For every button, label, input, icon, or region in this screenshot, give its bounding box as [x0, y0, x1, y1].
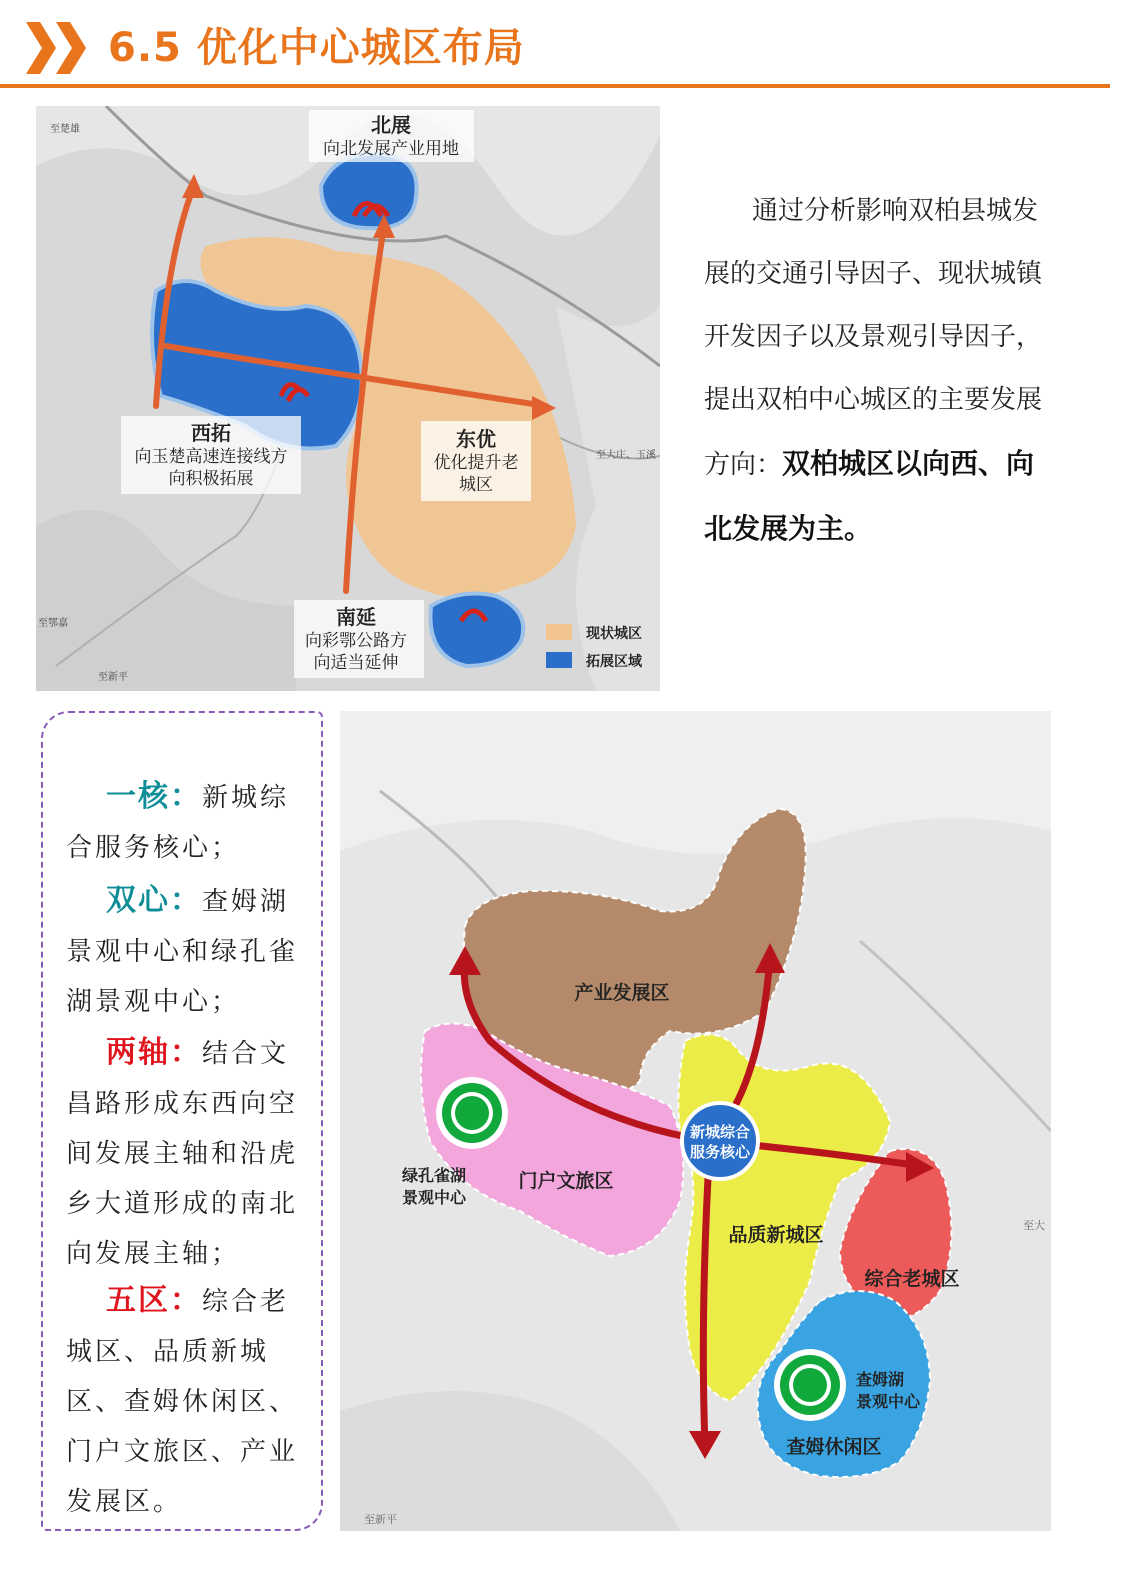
- peacock-label-2: 景观中心: [401, 1188, 467, 1207]
- page-title: 6.5 优化中心城区布局: [108, 25, 525, 71]
- south-desc-1: 向彩鄂公路方: [305, 631, 407, 651]
- legend-expansion: 拓展区域: [586, 654, 642, 670]
- place-xinping: 至新平: [98, 672, 128, 683]
- point-text: 新城综合服务核心；: [66, 783, 290, 863]
- oldcity-label: 综合老城区: [864, 1268, 960, 1290]
- point-five-zones: 五区：综合老城区、品质新城区、查姆休闲区、门户文旅区、产业发展区。: [66, 1283, 299, 1517]
- chevron-icon: [56, 22, 86, 74]
- point-key: 双心: [106, 883, 170, 918]
- north-desc: 向北发展产业用地: [323, 139, 459, 159]
- intro-text: 通过分析影响双柏县城发展的交通引导因子、现状城镇开发因子以及景观引导因子，提出双柏中心城区的主要发展方向：: [704, 196, 1043, 480]
- place-dazhuang: 至大庄、玉溪: [596, 450, 656, 461]
- quality-label: 品质新城区: [728, 1224, 824, 1246]
- place-chuxiong: 至楚雄: [50, 124, 80, 135]
- point-two-centers: 双心：查姆湖景观中心和绿孔雀湖景观中心；: [66, 883, 299, 1017]
- intro-highlight: 双柏城区以向西、向北发展为主。: [704, 447, 1035, 545]
- south-expansion-area: [430, 594, 523, 666]
- chevron-icon: [26, 22, 56, 74]
- north-expansion-area: [321, 154, 417, 228]
- south-desc-2: 向适当延伸: [313, 653, 399, 673]
- point-text: 查姆湖景观中心和绿孔雀湖景观中心；: [66, 887, 299, 1017]
- title-underline: [0, 84, 1110, 88]
- structure-map: [340, 711, 1051, 1531]
- point-two-axes: 两轴：结合文昌路形成东西向空间发展主轴和沿虎乡大道形成的南北向发展主轴；: [66, 1035, 299, 1269]
- east-label: 东优: [456, 427, 496, 451]
- west-label: 西拓: [191, 421, 231, 445]
- point-text: 综合老城区、品质新城区、查姆休闲区、门户文旅区、产业发展区。: [66, 1287, 299, 1517]
- core-label-1: 新城综合: [689, 1123, 751, 1141]
- place-xinping: 至新平: [364, 1513, 397, 1526]
- east-desc-1: 优化提升老: [433, 453, 519, 473]
- south-label: 南延: [336, 605, 376, 629]
- north-label: 北展: [371, 113, 411, 137]
- chamu-label-2: 景观中心: [855, 1392, 921, 1411]
- point-key: 两轴: [106, 1035, 170, 1070]
- point-key: 五区: [106, 1283, 170, 1318]
- east-desc-2: 城区: [459, 475, 493, 495]
- peacock-lake-center-icon: [436, 1077, 508, 1149]
- point-key: 一核: [106, 779, 170, 814]
- point-one-core: 一核：新城综合服务核心；: [66, 779, 290, 863]
- place-da: 至大: [1023, 1219, 1045, 1232]
- development-direction-map: [36, 106, 660, 691]
- place-eshan: 至鄂嘉: [38, 618, 68, 629]
- gateway-label: 门户文旅区: [518, 1170, 614, 1192]
- chamu-label-1: 查姆湖: [855, 1370, 905, 1389]
- chamu-lake-center-icon: [774, 1349, 846, 1421]
- peacock-label-1: 绿孔雀湖: [401, 1166, 467, 1185]
- intro-paragraph: [704, 180, 1054, 562]
- core-label-2: 服务核心: [689, 1143, 751, 1161]
- industry-label: 产业发展区: [574, 982, 670, 1004]
- west-desc-2: 向积极拓展: [168, 469, 254, 489]
- legend-existing: 现状城区: [586, 626, 642, 642]
- west-desc-1: 向玉楚高速连接线方: [134, 447, 288, 467]
- leisure-label: 查姆休闲区: [786, 1436, 882, 1458]
- point-text: 结合文昌路形成东西向空间发展主轴和沿虎乡大道形成的南北向发展主轴；: [66, 1039, 299, 1269]
